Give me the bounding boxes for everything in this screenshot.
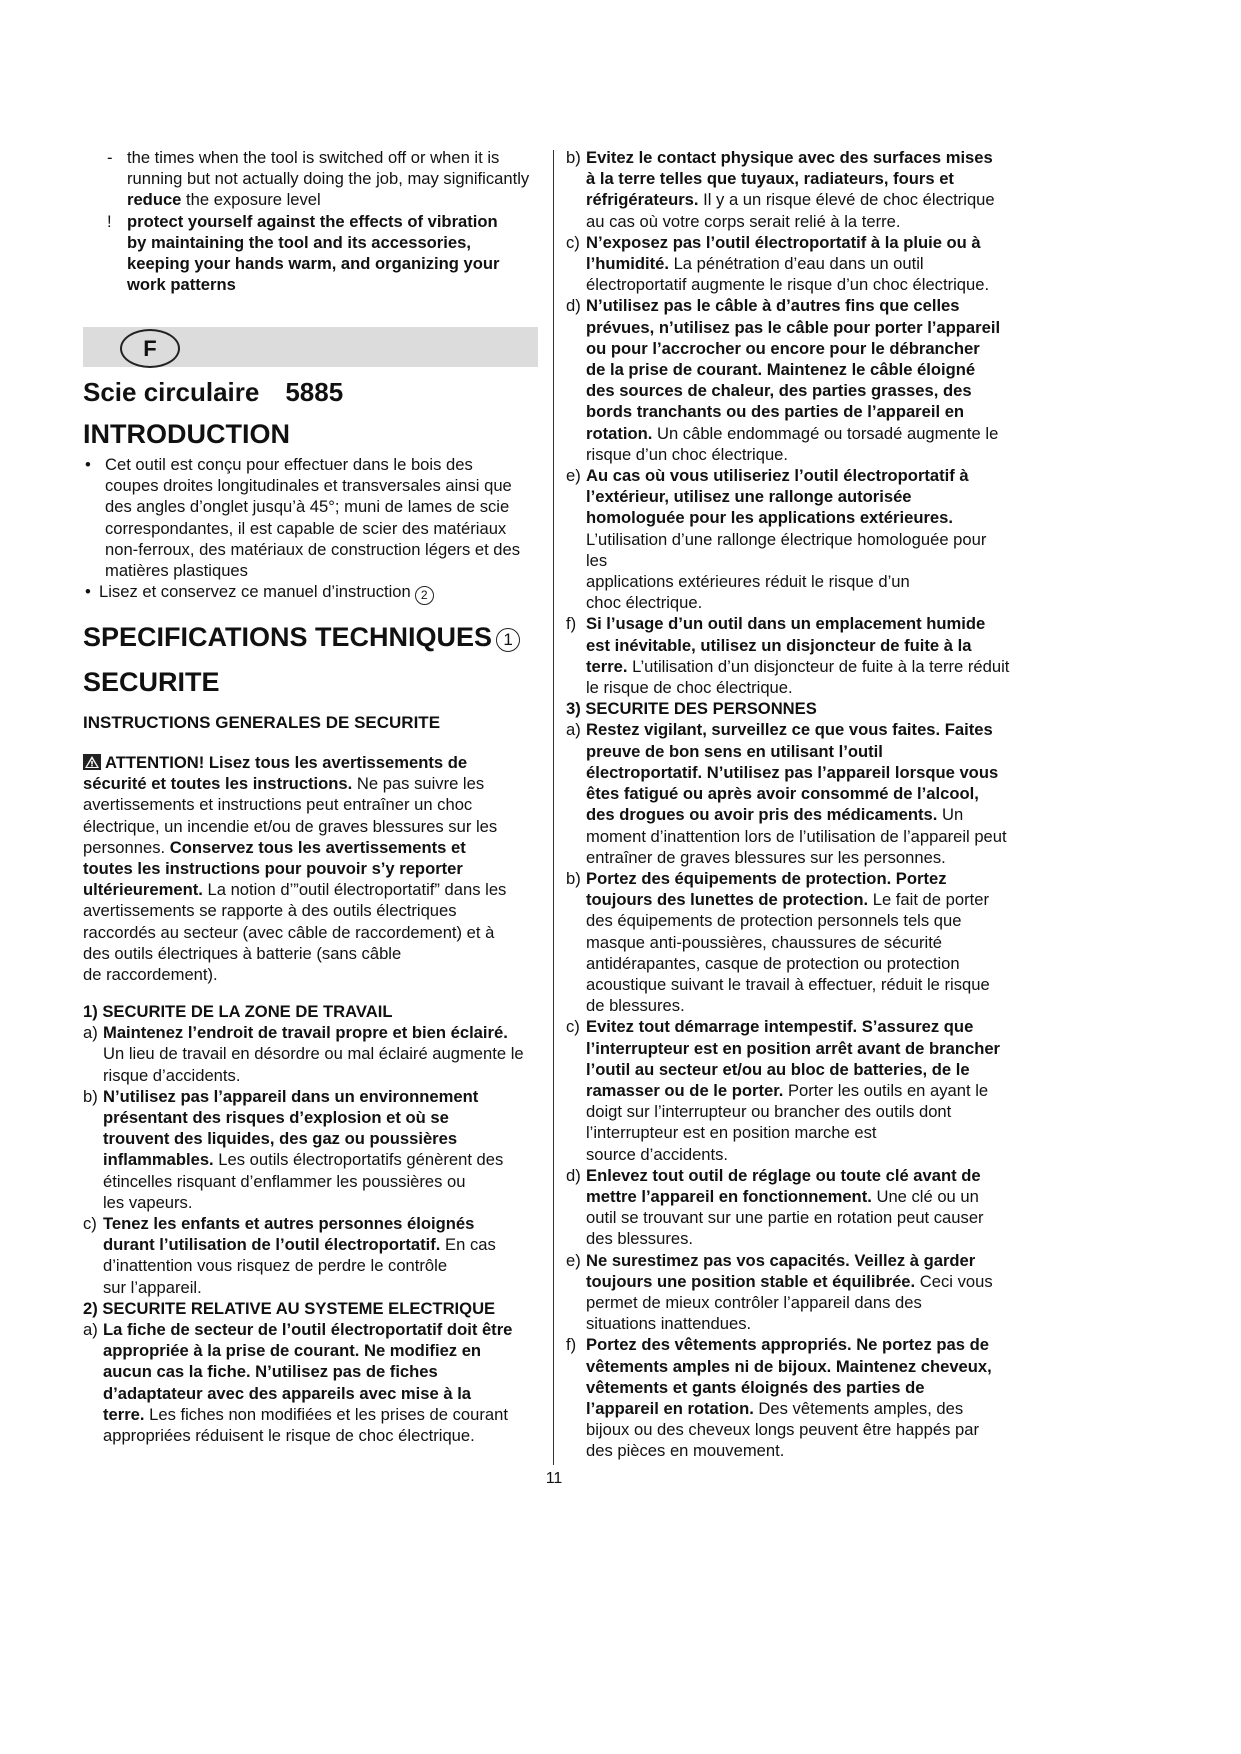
intro-bullet (85, 581, 545, 605)
list-item (566, 295, 1036, 465)
section-heading: 1) SECURITE DE LA ZONE DE TRAVAIL (83, 1002, 393, 1021)
item-label: b) (83, 1086, 98, 1106)
bold-text: Si l’usage d’un outil dans un emplacement humide est inévitable, utilisez un disjoncteur de fuite à la terre. (586, 614, 986, 676)
list-item (566, 1250, 1036, 1335)
bold-text: Enlevez tout outil de réglage ou toute clé avant de mettre l’appareil en fonctionnement. (586, 1165, 981, 1206)
intro-heading: INTRODUCTION (83, 419, 290, 449)
bullet-mark: • (85, 455, 91, 474)
bold-text: ATTENTION! Lisez tous les avertissements de sécurité et toutes les instructions. (83, 753, 468, 794)
bold-text: Portez des vêtements appropriés. Ne portez pas de vêtements amples ni de bijoux. Maintenez cheveux, vêtements et gants éloignés des parties de l’appareil en rotation. (586, 1335, 992, 1418)
list-item (83, 1319, 548, 1446)
list-item (566, 719, 1036, 867)
safety-heading: SECURITE (83, 667, 220, 697)
list-item (566, 232, 1036, 296)
item-label: d) (566, 296, 581, 316)
bold-text: N’exposez pas l’outil électroportatif à la pluie ou à l’humidité. (586, 232, 981, 274)
item-label: a) (83, 1320, 98, 1340)
right-safety-sections (566, 147, 1036, 1462)
body-text: Un câble endommagé ou torsadé augmente le risque d’un choc électrique. (586, 423, 999, 464)
section-heading: 2) SECURITE RELATIVE AU SYSTEME ELECTRIQUE (83, 1298, 496, 1318)
bold-text: Maintenez l’endroit de travail propre et bien éclairé. (103, 1023, 508, 1043)
body-text: Un moment d’inattention lors de l’utilisation de l’appareil peut entraîner de graves blessures sur les personnes. (586, 805, 1007, 867)
figure-ref-2: 2 (415, 586, 434, 605)
body-text: Le fait de porter des équipements de protection personnels tels que masque anti-poussières, chaussures de sécurité antidérapantes, casque de protection ou protection acoustique suivant le travail à effectuer, réduit le risque de blessures. (586, 890, 990, 1016)
item-label: a) (83, 1023, 98, 1043)
body-text: the times when the tool is switched off or when it is running but not actually doing the job, may significantly (127, 148, 530, 189)
bold-text: Au cas où vous utiliseriez l’outil électroportatif à l’extérieur, utilisez une rallonge autorisée homologuée pour les applications extérieures. (586, 466, 969, 528)
list-item (85, 147, 545, 211)
general-safety-heading: INSTRUCTIONS GENERALES DE SECURITE (83, 713, 441, 732)
body-text: Un lieu de travail en désordre ou mal éclairé augmente le risque d’accidents. (103, 1044, 524, 1085)
item-label: f) (566, 614, 577, 634)
bold-text: Ne surestimez pas vos capacités. Veillez à garder toujours une position stable et équilibrée. (586, 1250, 976, 1291)
body-text: L’utilisation d’une rallonge électrique homologuée pour les applications extérieures réduit le risque d’un choc électrique. (586, 529, 987, 613)
item-label: c) (566, 1017, 580, 1037)
body-text: Ceci vous permet de mieux contrôler l’appareil dans des situations inattendues. (586, 1271, 993, 1334)
body-text: Ne pas suivre les avertissements et instructions peut entraîner un choc électrique, un incendie et/ou de graves blessures sur les personnes. (83, 774, 498, 857)
body-text: Les fiches non modifiées et les prises de courant appropriées réduisent le risque de choc électrique. (103, 1404, 508, 1446)
item-label: c) (83, 1214, 97, 1234)
intro-list (85, 454, 545, 605)
column-divider (553, 150, 554, 1465)
body-text: La pénétration d’eau dans un outil électroportatif augmente le risque d’un choc électrique. (586, 254, 990, 295)
bold-text: protect yourself against the effects of vibration by maintaining the tool and its accessories, keeping your hands warm, and organizing your work patterns (127, 211, 500, 295)
body-text: the exposure level (181, 190, 321, 210)
product-title: Scie circulaire (83, 377, 260, 407)
page-number: 11 (545, 1470, 563, 1487)
body-text: Porter les outils en ayant le doigt sur l’interrupteur ou brancher des outils dont l’interrupteur est en position marche est source d’accidents. (586, 1080, 989, 1164)
bullet-text: Cet outil est conçu pour effectuer dans le bois des coupes droites longitudinales et transversales ainsi que des angles d’onglet jusqu’à 45°; muni de lames de scie correspondantes, il est capable de scier des matériaux non-ferroux, des matériaux de construction légers et des matières plastiques (105, 455, 521, 581)
spec-heading-line (83, 622, 520, 653)
list-item (566, 1165, 1036, 1250)
item-label: b) (566, 868, 581, 888)
body-text: L’utilisation d’un disjoncteur de fuite à la terre réduit le risque de choc électrique. (586, 656, 1010, 698)
body-text: Une clé ou un outil se trouvant sur une partie en rotation peut causer des blessures. (586, 1186, 984, 1249)
bold-text: N’utilisez pas l’appareil dans un environnement présentant des risques d’explosion et où se trouvent des liquides, des gaz ou poussières inflammables. (103, 1086, 479, 1170)
body-text: La notion d’”outil électroportatif” dans les avertissements se rapporte à des outils électriques raccordés au secteur (avec câble de raccordement) et à des outils électriques à batterie (sans câble de raccordement). (83, 880, 507, 985)
bold-text: reduce (127, 190, 182, 210)
list-item (83, 1086, 548, 1213)
item-label: e) (566, 1250, 581, 1270)
warning-icon (83, 754, 101, 770)
product-title-line (83, 377, 343, 408)
bold-text: Conservez tous les avertissements et toutes les instructions pour pouvoir s’y reporter ultérieurement. (83, 837, 466, 900)
item-label: a) (566, 720, 581, 740)
attention-paragraph (83, 752, 543, 985)
item-label: c) (566, 232, 580, 252)
body-text: Les outils électroportatifs génèrent des étincelles risquant d’enflammer les poussières ou les vapeurs. (103, 1150, 504, 1212)
spec-heading: SPECIFICATIONS TECHNIQUES (83, 622, 493, 652)
list-item (566, 1016, 1036, 1164)
section-heading: 3) SECURITE DES PERSONNES (566, 699, 817, 719)
item-label: f) (566, 1335, 577, 1355)
list-item (566, 1334, 1036, 1461)
item-label: - (107, 148, 113, 167)
item-label: d) (566, 1165, 581, 1185)
body-text: En cas d’inattention vous risquez de perdre le contrôle sur l’appareil. (103, 1235, 496, 1297)
language-badge: F (120, 329, 180, 368)
vibration-notes (85, 147, 545, 295)
bold-text: Portez des équipements de protection. Portez toujours des lunettes de protection. (586, 868, 947, 910)
list-item (566, 613, 1036, 698)
item-label: e) (566, 466, 581, 486)
list-item (83, 1022, 548, 1086)
intro-bullet (85, 454, 545, 581)
body-text: Des vêtements amples, des bijoux ou des cheveux longs peuvent être happés par des pièces en mouvement. (586, 1398, 979, 1461)
bold-text: Evitez le contact physique avec des surfaces mises à la terre telles que tuyaux, radiateurs, fours et réfrigérateurs. (586, 148, 993, 210)
list-item (85, 211, 545, 296)
body-text: Il y a un risque élevé de choc électrique au cas où votre corps serait relié à la terre. (586, 190, 995, 231)
figure-ref-1: 1 (496, 628, 520, 652)
bullet-text: Lisez et conservez ce manuel d’instruction (99, 582, 411, 602)
list-item (83, 1213, 548, 1298)
bold-text: Restez vigilant, surveillez ce que vous faites. Faites preuve de bon sens en utilisant l’outil électroportatif. N’utilisez pas l’appareil lorsque vous êtes fatigué ou après avoir consommé de l’alcool, des drogues ou avoir pris des médicaments. (586, 720, 999, 825)
bold-text: N’utilisez pas le câble à d’autres fins que celles prévues, n’utilisez pas le câble pour porter l’appareil ou pour l’accrocher ou encore pour le débrancher de la prise de courant. Maintenez le câble éloigné des sources de chaleur, des parties grasses, des bords tranchants ou des parties de l’appareil en rotation. (586, 296, 1001, 443)
list-item (566, 147, 1036, 232)
bullet-mark: • (85, 582, 91, 602)
item-label: ! (107, 211, 112, 231)
bold-text: La fiche de secteur de l’outil électroportatif doit être appropriée à la prise de courant. Ne modifiez en aucun cas la fiche. N’utilisez pas de fiches d’adaptateur avec des appareils avec mise à la terre. (103, 1320, 513, 1424)
list-item (566, 868, 1036, 1016)
left-safety-sections (83, 1001, 548, 1446)
item-label: b) (566, 148, 581, 167)
list-item (566, 465, 1036, 613)
bold-text: Evitez tout démarrage intempestif. S’assurez que l’interrupteur est en position arrêt avant de brancher l’outil au secteur et/ou au bloc de batteries, de le ramasser ou de le porter. (586, 1017, 1001, 1100)
model-number: 5885 (285, 377, 344, 407)
bold-text: Tenez les enfants et autres personnes éloignés durant l’utilisation de l’outil électroportatif. (103, 1214, 475, 1255)
